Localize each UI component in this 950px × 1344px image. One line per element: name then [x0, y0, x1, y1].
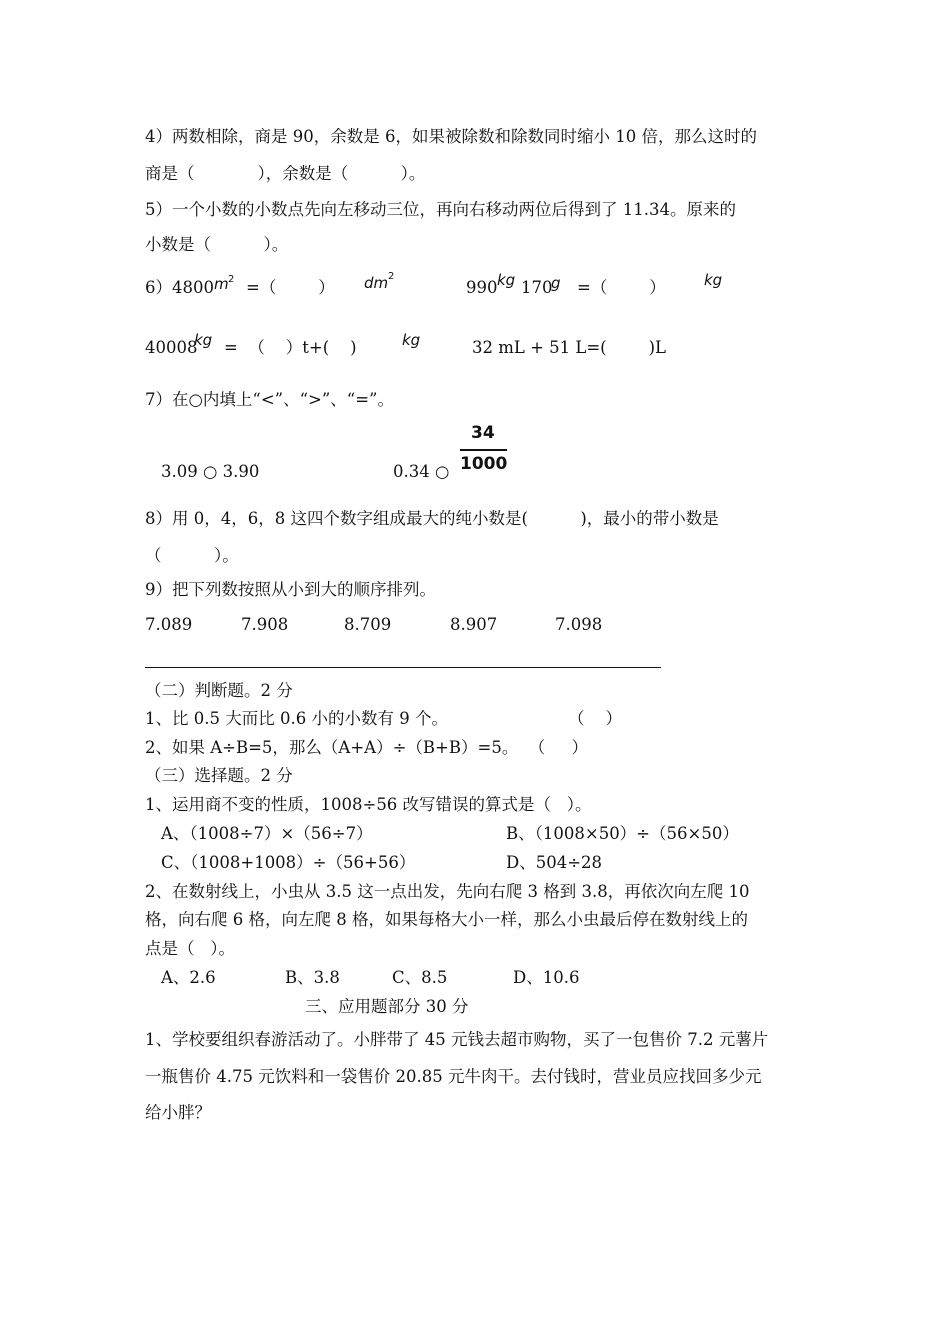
q6-b-value2: 170	[521, 278, 553, 297]
q6-a-unit: m	[214, 275, 229, 293]
judge-item1-blank: （ ）	[568, 709, 622, 728]
q7-frac-denominator: 1000	[460, 454, 508, 474]
q6-b-unit2: g	[551, 274, 561, 292]
q4-line2: 商是（ ），余数是（ ）。	[145, 164, 426, 183]
choice-q2-line1: 2、在数射线上，小虫从 3.5 这一点出发，先向右爬 3 格到 3.8，再依次向左爬 10	[145, 882, 750, 901]
choice-q1: 1、运用商不变的性质，1008÷56 改写错误的算式是（ ）。	[145, 795, 592, 814]
q9-number: 8.907	[450, 615, 498, 634]
q7-item1: 3.09 ○ 3.90	[161, 462, 260, 481]
q6-a-result-sup: 2	[388, 271, 395, 282]
q7-frac-numerator: 34	[471, 423, 495, 443]
choice-q2-option: C、8.5	[392, 968, 448, 987]
judge-item1: 1、比 0.5 大而比 0.6 小的小数有 9 个。	[145, 709, 448, 728]
q6-a-result-unit: dm	[364, 274, 389, 292]
choice-q2-option: D、10.6	[513, 968, 580, 987]
choice-q1-option-d: D、504÷28	[506, 853, 603, 872]
q5-line1: 5）一个小数的小数点先向左移动三位，再向右移动两位后得到了 11.34。原来的	[145, 200, 736, 219]
choice-q2-line2: 格，向右爬 6 格，向左爬 8 格，如果每格大小一样，那么小虫最后停在数射线上的	[145, 910, 748, 929]
q6-b-unit1: kg	[497, 271, 516, 289]
choice-q1-option-a: A、（1008÷7）×（56÷7）	[161, 824, 373, 843]
choice-q2-line3: 点是（ ）。	[145, 939, 235, 958]
q4-line1: 4）两数相除，商是 90，余数是 6，如果被除数和除数同时缩小 10 倍，那么这时的	[145, 127, 757, 146]
applied-title: 三、应用题部分 30 分	[305, 997, 469, 1016]
q8-line1: 8）用 0，4，6，8 这四个数字组成最大的纯小数是( )，最小的带小数是	[145, 509, 719, 528]
q6-b-blank: =（ ）	[577, 278, 666, 297]
q6-a-blank: =（ ）	[246, 278, 335, 297]
q6-c-result-unit: kg	[402, 331, 421, 349]
choice-title: （三）选择题。2 分	[145, 766, 293, 785]
q7-item2: 0.34 ○	[393, 462, 450, 481]
q6-c-unit: kg	[194, 331, 213, 349]
q5-line2: 小数是（ ）。	[145, 235, 289, 254]
judge-title: （二）判断题。2 分	[145, 681, 293, 700]
choice-q1-option-c: C、（1008+1008）÷（56+56）	[161, 853, 416, 872]
q6-c-blank: = （ ）t+( )	[224, 338, 357, 357]
q6-a-sup: 2	[228, 274, 235, 285]
applied-q1-line3: 给小胖？	[145, 1103, 211, 1122]
q6-b-value: 990	[466, 278, 498, 297]
section-divider	[145, 667, 661, 668]
q9-number: 8.709	[344, 615, 392, 634]
q6-d-text: 32 mL + 51 L=( )L	[472, 338, 666, 357]
q8-line2: （ ）。	[145, 546, 239, 565]
choice-q1-option-b: B、（1008×50）÷（56×50）	[506, 824, 739, 843]
q9-title: 9）把下列数按照从小到大的顺序排列。	[145, 580, 436, 599]
q6-a-value: 6）4800	[145, 278, 214, 297]
applied-q1-line2: 一瓶售价 4.75 元饮料和一袋售价 20.85 元牛肉干。去付钱时，营业员应找回多少元	[145, 1067, 762, 1086]
q7-frac-bar	[460, 449, 507, 451]
q6-c-value: 40008	[145, 338, 198, 357]
judge-item2: 2、如果 A÷B=5，那么（A+A）÷（B+B）=5。 （ ）	[145, 738, 589, 757]
q6-b-result-unit: kg	[704, 271, 723, 289]
q9-number: 7.098	[555, 615, 603, 634]
q7-title: 7）在○内填上“<”、“>”、“=”。	[145, 390, 394, 409]
choice-q2-option: B、3.8	[285, 968, 340, 987]
q9-number: 7.089	[145, 615, 193, 634]
q9-number: 7.908	[241, 615, 289, 634]
applied-q1-line1: 1、学校要组织春游活动了。小胖带了 45 元钱去超市购物，买了一包售价 7.2 元薯片	[145, 1030, 769, 1049]
choice-q2-option: A、2.6	[161, 968, 216, 987]
